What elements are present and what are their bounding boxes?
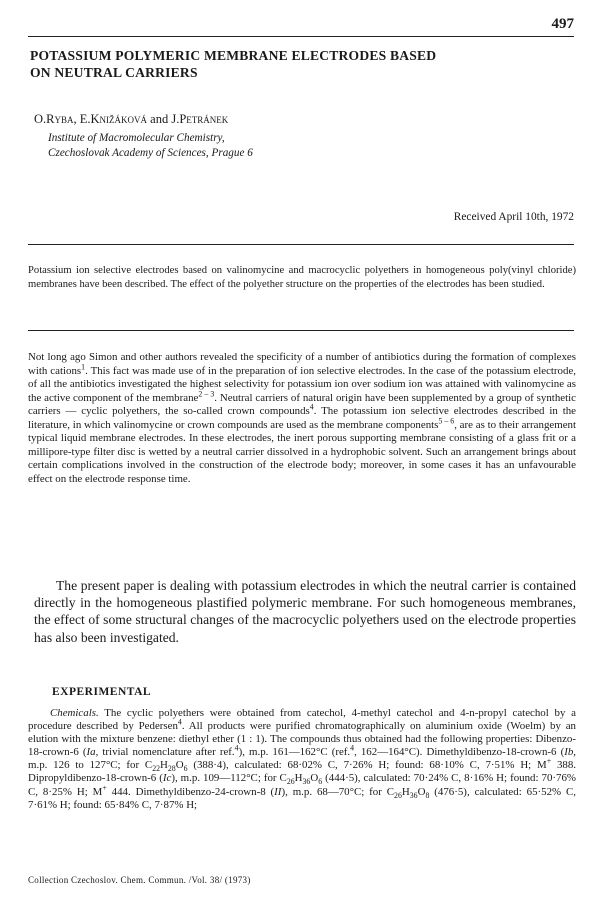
formula-subscript: 26 [394,790,402,800]
author-separator: and [147,112,172,126]
experimental-text-part: , trivial nomenclature after ref. [95,746,235,759]
reference-marker: 4 [350,743,355,753]
abstract-bottom-rule [28,330,574,331]
received-date: Received April 10th, 1972 [453,211,574,223]
author-1-name: Ryba [46,112,74,126]
compound-label: II [274,785,282,798]
abstract [28,264,576,292]
author-3-initial: J. [171,112,180,126]
formula-subscript: 6 [183,764,188,774]
experimental-text-part: (444·5), calculated: 70·24% C, 8·16% H; found: 70·76% C, 8·25% H; M [28,772,576,798]
formula-subscript: 28 [167,764,176,774]
intro-text-part: . The potassium ion selective electrodes described in the literature, in which valinomycine or crown compounds are used as the membrane components [28,405,576,431]
experimental-text-part: ), m.p. 109—112°C; for C [171,772,287,785]
experimental-text: Chemicals. The cyclic polyethers were obtained from catechol, 4-methyl catechol and 4-n-propyl catechol by a procedure described by Pedersen$^4$. All products were purified chromatographically on aluminium oxide (Woelm) by an elution with the mixture benzene: diethyl ether (1 : 1). The compounds thus obtained had the following properties: Dibenzo-18-crown-6 (Ia, trivial nomenclature after ref.$^4$), m.p. 161—162°C (ref.$^4$, 162—164°C). Dimethyldibenzo-18-crown-6 (Ib, m.p. 126 to 127°C; for $C_{22}H_{28}O_6$ (388·4), calculated: 68·02% C, 7·26% H; found: 68·10% C, 7·51% H; M+ 388. Dipropyldibenzo-18-crown-6 (Ic), m.p. 109—112°C; for $C_{26}H_{36}O_6$ (444·5), calculated: 70·24% C, 8·16% H; found: 70·76% C, 8·25% H; M+ 444. Dimethyldibenzo-24-crown-8 (II), m.p. 68—70°C; for $C_{26}H_{36}O_8$ (476·5), calculated: 65·52% C, 7·61% H; found: 65·84% C, 7·87% H; [28,707,577,811]
present-paper-text: The present paper is dealing with potassium electrodes in which the neutral carrier is contained directly in the homogeneous plastified polymeric membrane. For such homogeneous membranes, the effect of some structural changes of the macrocyclic polyethers used on the electrode properties has also been investigated. [34,578,576,645]
reference-marker: 2 – 3 [198,389,215,399]
present-paper-paragraph [34,577,576,646]
reference-marker: 1 [81,361,86,371]
page-number: 497 [551,16,574,32]
paper-title [30,47,550,81]
intro-text-part: Not long ago Simon and other authors revealed the specificity of a number of antibiotics during the formation of complexes with cations [28,351,576,377]
experimental-text-part: ), m.p. 161—162°C (ref. [238,746,351,759]
experimental-text-part: The cyclic polyethers were obtained from catechol, 4-methyl catechol and 4-n-propyl catechol by a procedure described by Pedersen [28,707,576,733]
formula-subscript: 22 [152,764,161,774]
formula-subscript: 6 [318,777,323,787]
introduction-text [28,351,576,486]
author-separator: , [73,112,80,126]
experimental-text-part: . All products were purified chromatographically on aluminium oxide (Woelm) by an elution with the mixture benzene: diethyl ether (1 : 1). The compounds thus obtained had the following properties: Dibenzo-18-crown-6 ( [28,720,576,759]
experimental-text-part: , m.p. 126 to 127°C; for C [28,746,577,772]
formula-subscript: 36 [409,790,418,800]
formula-subscript: 8 [425,790,430,800]
reference-marker: 4 [309,402,314,412]
formula-subscript: 36 [302,777,311,787]
section-heading-experimental: EXPERIMENTAL [52,686,152,698]
intro-text-part: . Neutral carriers of natural origin have been supplemented by a group of synthetic carriers — cyclic polyethers, the so-called crown compounds [28,391,576,418]
author-1-initial: O. [34,112,47,126]
abstract-text: Potassium ion selective electrodes based on valinomycine and macrocyclic polyethers in homogeneous poly(vinyl chloride) membranes have been described. The effect of the polyether structure on the properties of the electrodes has been studied. [28,265,576,290]
author-list [34,112,228,127]
affiliation-line-1: Institute of Macromolecular Chemistry, [48,132,225,144]
reference-marker: 4 [177,717,182,727]
title-line-1: POTASSIUM POLYMERIC MEMBRANE ELECTRODES BASED [30,48,437,63]
paragraph-label: Chemicals. [50,707,99,719]
author-3-name: Petránek [179,112,229,126]
author-2-name: Knižáková [90,112,148,126]
journal-footer: Collection Czechoslov. Chem. Commun. /Vol. 38/ (1973) [28,875,251,885]
compound-label: Ib [564,746,574,759]
title-line-2: ON NEUTRAL CARRIERS [30,65,198,80]
abstract-top-rule [28,244,574,245]
reference-marker: 4 [234,743,239,753]
intro-text-part: , are as to their arrangement typical liquid membrane electrodes. In these electrodes, the inert porous supporting membrane consisting of a glass frit or a millipore-type filter disc is wetted by a neutral carrier dissolved in a hydrophobic solvent. Such an arrangement brings about certain complications involved in the construction of the electrode body; moreover, in some cases it has an unfavourable effect on the electrode response time. [28,418,576,485]
intro-text-part: . This fact was made use of in the preparation of ion selective electrodes. In the case of the potassium electrode, of all the antibiotics investigated the highest selectivity for potassium ion over sodium ion was attained with valinomycine as the active component of the membrane [28,364,577,404]
experimental-text-part: (476·5), calculated: 65·52% C, 7·61% H; found: 65·84% C, 7·87% H; [28,785,576,811]
charge-superscript: + [102,782,107,792]
compound-label: Ia [86,746,96,759]
experimental-text-part: ), m.p. 68—70°C; for C [281,785,395,798]
formula-subscript: 26 [286,777,295,787]
affiliation-line-2: Czechoslovak Academy of Sciences, Prague 6 [48,146,253,159]
reference-marker: 5 – 6 [438,416,455,426]
charge-superscript: + [546,756,552,766]
experimental-text-part: 444. Dimethyldibenzo-24-crown-8 ( [106,785,275,798]
experimental-paragraph [28,707,576,812]
experimental-text-part: (388·4), calculated: 68·02% C, 7·26% H; found: 68·10% C, 7·51% H; M [187,759,547,772]
introduction-paragraph [28,351,576,486]
experimental-text-part: 388. Dipropyldibenzo-18-crown-6 ( [28,759,577,785]
affiliation [48,131,253,160]
header-rule [28,36,574,37]
experimental-text-part: , 162—164°C). Dimethyldibenzo-18-crown-6 ( [354,746,565,759]
compound-label: Ic [162,772,172,785]
author-2-initial: E. [79,112,91,126]
